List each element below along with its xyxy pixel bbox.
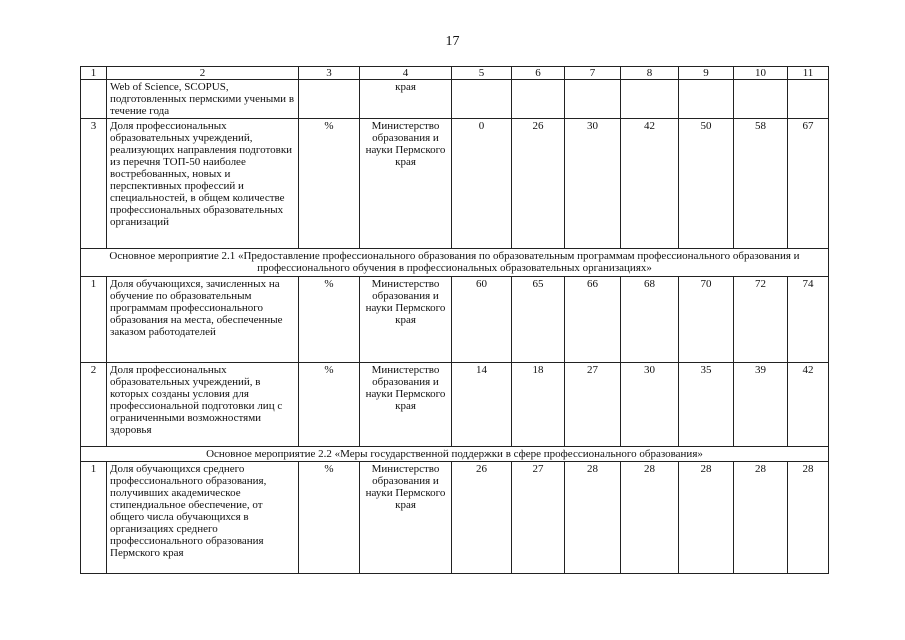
responsible-cell: Министерство образования и науки Пермского края (360, 119, 452, 249)
value-cell: 30 (565, 119, 621, 249)
value-cell: 67 (788, 119, 829, 249)
value-cell: 14 (452, 363, 512, 447)
table-row (81, 462, 829, 574)
header-cell: 11 (788, 67, 829, 80)
value-cell: 30 (621, 363, 679, 447)
indicator-name-cell: Доля обучающихся, зачисленных на обучение по образовательным программам профессионального образования на места, обеспеченные заказом работодателей (107, 277, 299, 363)
unit-cell: % (299, 119, 360, 249)
row-number-cell: 3 (81, 119, 107, 249)
row-number-cell (81, 80, 107, 119)
value-cell: 26 (452, 462, 512, 574)
value-cell (621, 80, 679, 119)
indicator-name-cell: Доля профессиональных образовательных учреждений, реализующих направления подготовки из перечня ТОП-50 наиболее востребованных, новых и перспективных профессий и специальностей, в общем количестве профессиональных образовательных организаций (107, 119, 299, 249)
responsible-cell: Министерство образования и науки Пермского края (360, 363, 452, 447)
unit-cell (299, 80, 360, 119)
value-cell: 28 (679, 462, 734, 574)
value-cell: 42 (788, 363, 829, 447)
value-cell: 42 (621, 119, 679, 249)
value-cell: 60 (452, 277, 512, 363)
header-cell: 7 (565, 67, 621, 80)
responsible-cell: края (360, 80, 452, 119)
row-number-cell: 1 (81, 462, 107, 574)
value-cell: 28 (621, 462, 679, 574)
value-cell: 28 (565, 462, 621, 574)
value-cell: 28 (788, 462, 829, 574)
value-cell (679, 80, 734, 119)
value-cell: 50 (679, 119, 734, 249)
unit-cell: % (299, 277, 360, 363)
header-cell: 5 (452, 67, 512, 80)
value-cell (734, 80, 788, 119)
section-heading-2-2: Основное мероприятие 2.2 «Меры государственной поддержки в сфере профессионального образования» (81, 447, 829, 462)
value-cell: 66 (565, 277, 621, 363)
row-number-cell: 2 (81, 363, 107, 447)
indicators-table (80, 66, 829, 574)
value-cell (452, 80, 512, 119)
header-cell: 10 (734, 67, 788, 80)
responsible-cell: Министерство образования и науки Пермского края (360, 277, 452, 363)
value-cell: 58 (734, 119, 788, 249)
page-number: 17 (445, 34, 460, 49)
value-cell: 65 (512, 277, 565, 363)
value-cell: 27 (565, 363, 621, 447)
value-cell: 28 (734, 462, 788, 574)
header-cell: 3 (299, 67, 360, 80)
header-cell: 2 (107, 67, 299, 80)
value-cell (512, 80, 565, 119)
value-cell: 68 (621, 277, 679, 363)
header-cell: 9 (679, 67, 734, 80)
value-cell: 72 (734, 277, 788, 363)
row-number-cell: 1 (81, 277, 107, 363)
value-cell: 70 (679, 277, 734, 363)
indicator-name-cell: Доля обучающихся среднего профессионального образования, получивших академическое стипендиальное обеспечение, от общего числа обучающихся в организациях среднего профессионального образования Пермского края (107, 462, 299, 574)
value-cell: 74 (788, 277, 829, 363)
value-cell (788, 80, 829, 119)
responsible-cell: Министерство образования и науки Пермского края (360, 462, 452, 574)
header-row (81, 67, 829, 80)
indicator-name-cell: Доля профессиональных образовательных учреждений, в которых созданы условия для профессиональной подготовки лиц с ограниченными возможностями здоровья (107, 363, 299, 447)
unit-cell: % (299, 363, 360, 447)
section-row (81, 447, 829, 462)
table-row (81, 363, 829, 447)
header-cell: 6 (512, 67, 565, 80)
header-cell: 4 (360, 67, 452, 80)
value-cell: 35 (679, 363, 734, 447)
unit-cell: % (299, 462, 360, 574)
value-cell: 26 (512, 119, 565, 249)
value-cell: 27 (512, 462, 565, 574)
table-row (81, 119, 829, 249)
value-cell (565, 80, 621, 119)
table-row (81, 277, 829, 363)
value-cell: 18 (512, 363, 565, 447)
header-cell: 8 (621, 67, 679, 80)
value-cell: 39 (734, 363, 788, 447)
header-cell: 1 (81, 67, 107, 80)
section-row (81, 249, 829, 277)
section-heading-2-1: Основное мероприятие 2.1 «Предоставление профессионального образования по образовательным программам профессионального образования и профессионального обучения в профессиональных образовательных организациях» (81, 249, 829, 277)
table-row-continued (81, 80, 829, 119)
indicator-name-cell: Web of Science, SCOPUS, подготовленных пермскими учеными в течение года (107, 80, 299, 119)
value-cell: 0 (452, 119, 512, 249)
